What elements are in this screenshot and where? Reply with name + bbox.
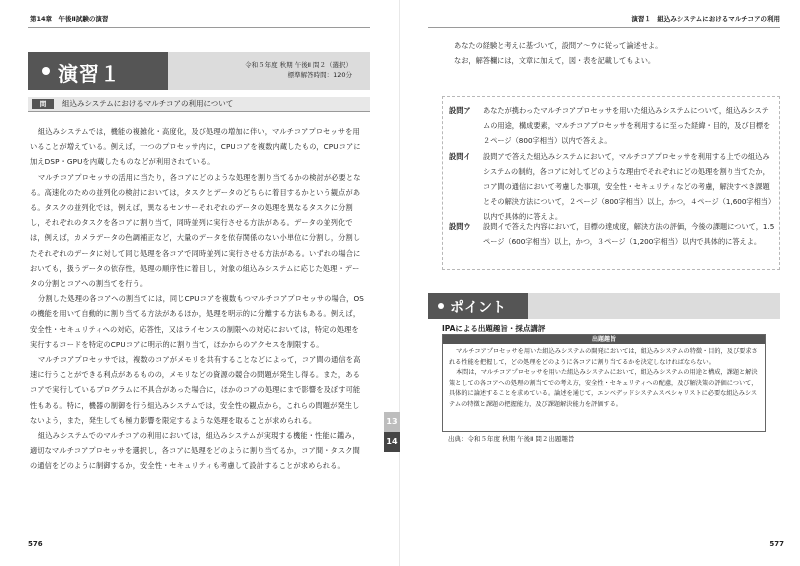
exam-session: 令和５年度 秋期 午後Ⅱ 問２（選択） (245, 61, 352, 69)
question-label: 設問ア (449, 106, 471, 115)
purpose-header (443, 335, 765, 344)
exercise-title-banner (28, 52, 370, 90)
exercise-title: 演習１ (58, 62, 121, 86)
header-rule-left (28, 27, 370, 28)
question-body (30, 124, 364, 474)
body-paragraph: 組込みシステムでは，機能の複雑化・高度化，及び処理の増加に伴い，マルチコアプロセッサを用いることが増えている。例えば，一つのプロセッサ内に，CPUコアを複数内蔵したもの，CPUコアに加えDSP・GPUを内蔵したものなどが利用されている。 (30, 127, 361, 167)
exercise-meta (245, 61, 352, 80)
instruction-line: なお，解答欄には，文章に加えて，図・表を記載してもよい。 (454, 56, 656, 65)
body-paragraph: 分割した処理の各コアへの割当てには，同じCPUコアを複数もつマルチコアプロセッサの場合，OSの機能を用いて自動的に割り当てる方法があるほか，処理を明示的に分離する方法もある。例えば，安全性・セキュリティへの対応，応答性，又はライセンスの制限への対応においては，特定の処理を実行するコードを特定のCPUコアに明示的に割り当て，ほかからのアクセスを制限する。 (30, 294, 364, 349)
question-label: 設問イ (449, 152, 471, 161)
header-rule-right (428, 27, 780, 28)
chapter-tab-14: 14 (384, 432, 400, 452)
bullet-dot-icon (42, 67, 50, 75)
bullet-dot-icon (438, 303, 444, 309)
running-head-right: 演習１ 組込みシステムにおけるマルチコアの利用 (631, 15, 780, 23)
question-label: 設問ウ (449, 222, 471, 231)
chapter-tab-13: 13 (384, 412, 400, 432)
point-heading: ポイント (450, 300, 506, 316)
source-citation: 出典：令和５年度 秋期 午後Ⅱ 問２出題趣旨 (448, 435, 575, 443)
question-text: あなたが携わったマルチコアプロセッサを用いた組込みシステムについて，組込みシステムの用途，構成要素，マルチコアプロセッサを利用するに至った経緯・目的，及び目標を２ページ（800字相当）以内で答えよ。 (483, 106, 771, 145)
purpose-paragraph: 本問は，マルチコアプロセッサを用いた組込みシステムにおいて，組込みシステムの用途と構成，課題と解決策としての各コアへの処理の割当てでの考え方，安全性・セキュリティへの配慮，及び解決策の評価について，具体的に論述することを求めている。論述を通じて，エンベデッドシステムスペシャリストに必要な組込みシステムの特徴と課題の把握能力，及び課題解決能力を評価する。 (449, 369, 758, 408)
purpose-paragraph: マルチコアプロセッサを用いた組込みシステムの開発においては，組込みシステムの特徴・目的，及び要求される性能を把握して，どの処理をどのように各コアに割り当てるかを決定しなければならない。 (449, 348, 758, 366)
instruction-line: あなたの経験と考えに基づいて，設問ア〜ウに従って論述せよ。 (454, 41, 663, 50)
question-title-bar (28, 97, 370, 112)
question-text: 設問アで答えた組込みシステムにおいて，マルチコアプロセッサを利用する上での組込みシステムの制約，各コアに対してどのような理由でそれぞれにどの処理を割り当てたか，コア間の通信において考慮した事項，安全性・セキュリティなどの考慮，解決すべき課題とその解決方法について，２ページ（800字相当）以上，かつ，４ページ（1,600字相当）以内で具体的に答えよ。 (483, 152, 772, 221)
body-paragraph: 組込みシステムでのマルチコアの利用においては，組込みシステムが実現する機能・性能に鑑み，適切なマルチコアプロセッサを選択し，各コアに処理をどのように割り当てるか，コア間・タスク間の通信をどのように制御するか，安全性・セキュリティも考慮して設計することが求められる。 (30, 431, 360, 471)
page-number-right: 577 (769, 540, 784, 548)
right-page (400, 0, 800, 566)
purpose-text (449, 347, 759, 411)
ipa-section-title: IPAによる出題趣旨・採点講評 (442, 324, 546, 333)
purpose-box (442, 334, 766, 432)
question-text: 設問イで答えた内容において，目標の達成度，解決方法の評価，今後の課題について，1.5ページ（600字相当）以上，かつ，３ページ（1,200字相当）以内で具体的に答えよ。 (483, 222, 775, 246)
instructions (454, 38, 774, 68)
body-paragraph: マルチコアプロセッサの活用に当たり，各コアにどのような処理を割り当てるかの検討が必要となる。高速化のための並列化の検討においては，タスクとデータのどちらに着目するかという観点がある。タスクの並列化では，例えば，異なるセンサーそれぞれのデータの処理を異なるタスクに分割し，それぞれのタスクを各コアに割り当て，同時並列に実行させる方法がある。データの並列化では，例えば，カメラデータの色調補正など，大量のデータを依存関係のない小単位に分割し，分割したそれぞれのデータに対して同じ処理を各コアで同時並列に実行させる方法がある。いずれの場合においても，扱うデータの依存性，処理の順序性に着目し，対象の組込みシステムに応じた処理・データの分割とコアへの割当てを行う。 (30, 172, 361, 289)
chapter-tabs (384, 412, 400, 452)
question-tag: 問 (32, 99, 54, 109)
purpose-header-label: 出題趣旨 (591, 336, 616, 343)
page-number-left: 576 (28, 540, 43, 548)
question-title: 組込みシステムにおけるマルチコアの利用について (62, 99, 234, 108)
point-banner (428, 293, 780, 319)
body-paragraph: マルチコアプロセッサでは，複数のコアがメモリを共有することなどによって，コア間の通信を高速に行うことができる利点があるものの，メモリなどの資源の競合の問題が発生し得る。また，あるコアで実行しているプログラムに不具合があった場合に，ほかのコアの処理にまで影響を及ぼす可能性もある。特に，機器の制御を行う組込みシステムでは，安全性の観点から，これらの問題が発生しないよう，また，発生しても極力影響を限定するような処理を取ることが求められる。 (30, 355, 361, 425)
standard-time: 標準解答時間：120分 (287, 70, 352, 79)
running-head-left: 第14章 午後Ⅱ試験の演習 (30, 15, 109, 23)
questions-box (442, 96, 780, 270)
